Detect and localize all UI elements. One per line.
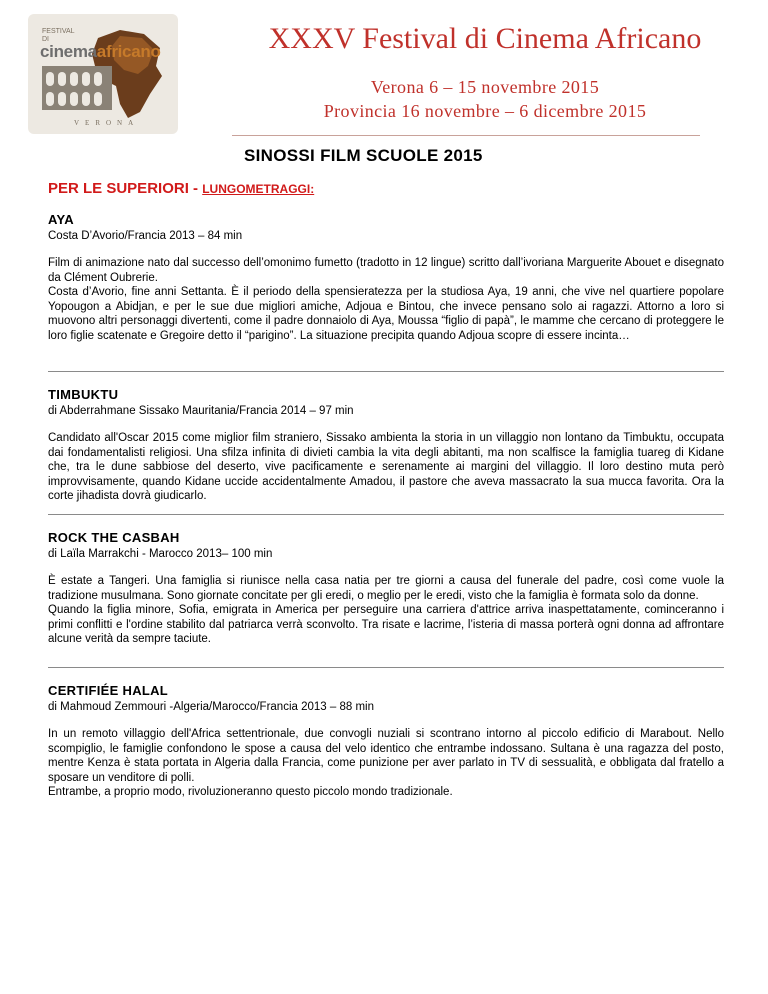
film-entry-aya — [48, 212, 724, 343]
film-synopsis — [48, 256, 724, 343]
film-entry-rock-the-casbah — [48, 530, 724, 647]
synopsis-paragraph: In un remoto villaggio dell'Africa settentrionale, due convogli nuziali si scontrano intorno al piccolo edificio di Marabout. Nello scompiglio, le famiglie confondono le spose a causa del velo identico che entrambe indossano. Sultana è una ragazza del posto, mentre Kenza è stata portata in Algeria dalla Francia, come punizione per aver parlato in TV di sessualità, e obbligata dal fratello a sposare un venditore di polli. — [48, 728, 724, 784]
film-separator — [48, 371, 724, 372]
film-entry-certifiee-halal — [48, 683, 724, 800]
logo-city: VERONA — [74, 119, 140, 127]
film-meta: di Mahmoud Zemmouri -Algeria/Marocco/Francia 2013 – 88 min — [48, 701, 374, 713]
synopsis-paragraph: Costa d’Avorio, fine anni Settanta. È il periodo della spensieratezza per la studiosa Aya, 19 anni, che vive nel quartiere popolare Yopougon a Abidjan, e per le sue due migliori amiche, Adjoua e Bintou, che invece pensano solo ai ragazzi. Attorno a loro si muovono altri personaggi divertenti, come il padre donnaiolo di Aya, Moussa “figlio di papà”, le mamme che cercano di proteggere le loro figlie scatenate e Gregoire detto il “parigino”. La situazione precipita quando Adjoua scopre di essere incinta… — [48, 286, 724, 342]
festival-logo — [28, 14, 178, 134]
synopsis-paragraph: È estate a Tangeri. Una famiglia si riunisce nella casa natia per tre giorni a causa del funerale del padre, così come vuole la tradizione musulmana. Sono giornate concitate per gli eredi, o meglio per le eredi, visto che la famiglia è formata solo da donne. — [48, 575, 724, 602]
logo-wordmark — [40, 42, 161, 62]
film-synopsis — [48, 727, 724, 800]
logo-small-text: FESTIVAL DI — [42, 28, 75, 43]
document-title: SINOSSI FILM SCUOLE 2015 — [244, 146, 483, 165]
festival-dates-verona: Verona 6 – 15 novembre 2015 — [370, 77, 600, 97]
section-label: PER LE SUPERIORI - — [48, 180, 203, 197]
synopsis-paragraph: Film di animazione nato dal successo dell’omonimo fumetto (tradotto in 12 lingue) scritto dall’ivoriana Marguerite Abouet e disegnato da Clément Oubrerie. — [48, 257, 724, 284]
film-meta: di Laïla Marrakchi - Marocco 2013– 100 min — [48, 548, 273, 560]
film-entry-timbuktu — [48, 387, 724, 504]
film-title: AYA — [48, 212, 74, 227]
synopsis-paragraph: Entrambe, a proprio modo, rivoluzioneranno questo piccolo mondo tradizionale. — [48, 786, 453, 798]
film-separator — [48, 514, 724, 515]
synopsis-paragraph: Quando la figlia minore, Sofia, emigrata in America per perseguire una carriera d'attrice arriva inaspettatamente, cominceranno i primi conflitti e l'ordine stabilito dal patriarca verrà sconvolto. Tra risate e lacrime, l’isteria di massa porterà ogni donna ad affrontare alcune verità da sempre taciute. — [48, 604, 724, 645]
film-title: TIMBUKTU — [48, 387, 119, 402]
logo-word-part2: africano — [96, 42, 161, 61]
film-meta: Costa D’Avorio/Francia 2013 – 84 min — [48, 230, 243, 242]
synopsis-paragraph: Candidato all'Oscar 2015 come miglior film straniero, Sissako ambienta la storia in un villaggio non lontano da Timbuktu, occupata dai fondamentalisti religiosi. Una sfilza infinita di divieti cambia la vita degli abitanti, ma non scalfisce la famiglia tuareg di Kidane che, tra le dune sabbiose del deserto, vive pacificamente e serenamente ai margini del villaggio. Il loro destino muta però improvvisamente, quando Kidane uccide accidentalmente Amadou, il pastore che aveva massacrato la sua mucca favorita. Ora la corte jihadista dovrà giudicarlo. — [48, 432, 724, 502]
film-separator — [48, 667, 724, 668]
festival-title: XXXV Festival di Cinema Africano — [268, 22, 702, 55]
film-synopsis — [48, 574, 724, 647]
header-divider — [232, 135, 700, 136]
section-heading — [48, 180, 314, 197]
film-meta: di Abderrahmane Sissako Mauritania/Francia 2014 – 97 min — [48, 405, 354, 417]
film-title: ROCK THE CASBAH — [48, 530, 180, 545]
festival-dates-provincia: Provincia 16 novembre – 6 dicembre 2015 — [323, 101, 647, 121]
film-title: CERTIFIÉE HALAL — [48, 683, 169, 698]
film-synopsis — [48, 431, 724, 504]
logo-word-part1: cinema — [40, 42, 97, 61]
section-sublabel: LUNGOMETRAGGI: — [202, 182, 315, 196]
